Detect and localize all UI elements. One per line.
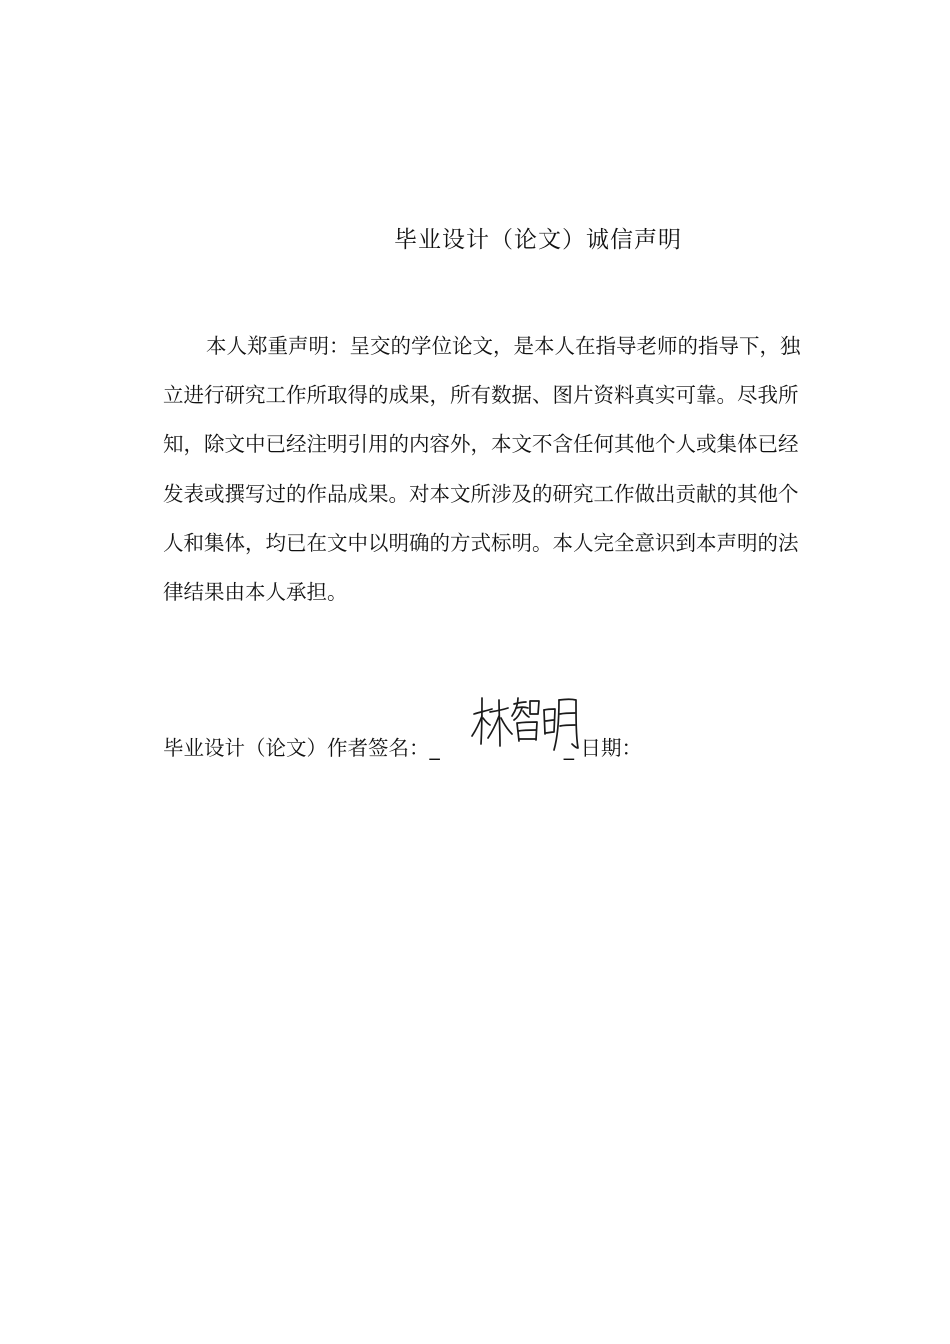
paragraph-line: 本人郑重声明：呈交的学位论文，是本人在指导老师的指导下，独 (206, 334, 801, 358)
paragraph-line: 发表或撰写过的作品成果。对本文所涉及的研究工作做出贡献的其他个 (163, 481, 799, 506)
page-title: 毕业设计（论文）诚信声明 (394, 227, 682, 253)
paragraph-line: 立进行研究工作所取得的成果，所有数据、图片资料真实可靠。尽我所 (163, 383, 799, 408)
signature-blank-left: _ (429, 736, 440, 760)
signature-label: 毕业设计（论文）作者签名： (163, 736, 430, 760)
paragraph-line: 律结果由本人承担。 (163, 579, 348, 604)
declaration-paragraph (163, 322, 859, 617)
paragraph-line: 人和集体，均已在文中以明确的方式标明。本人完全意识到本声明的法 (163, 530, 799, 555)
paragraph-line: 知，除文中已经注明引用的内容外，本文不含任何其他个人或集体已经 (163, 432, 799, 457)
signature-blank-right: _ (563, 736, 574, 760)
handwritten-signature (470, 692, 582, 756)
date-label: 日期： (580, 736, 643, 760)
